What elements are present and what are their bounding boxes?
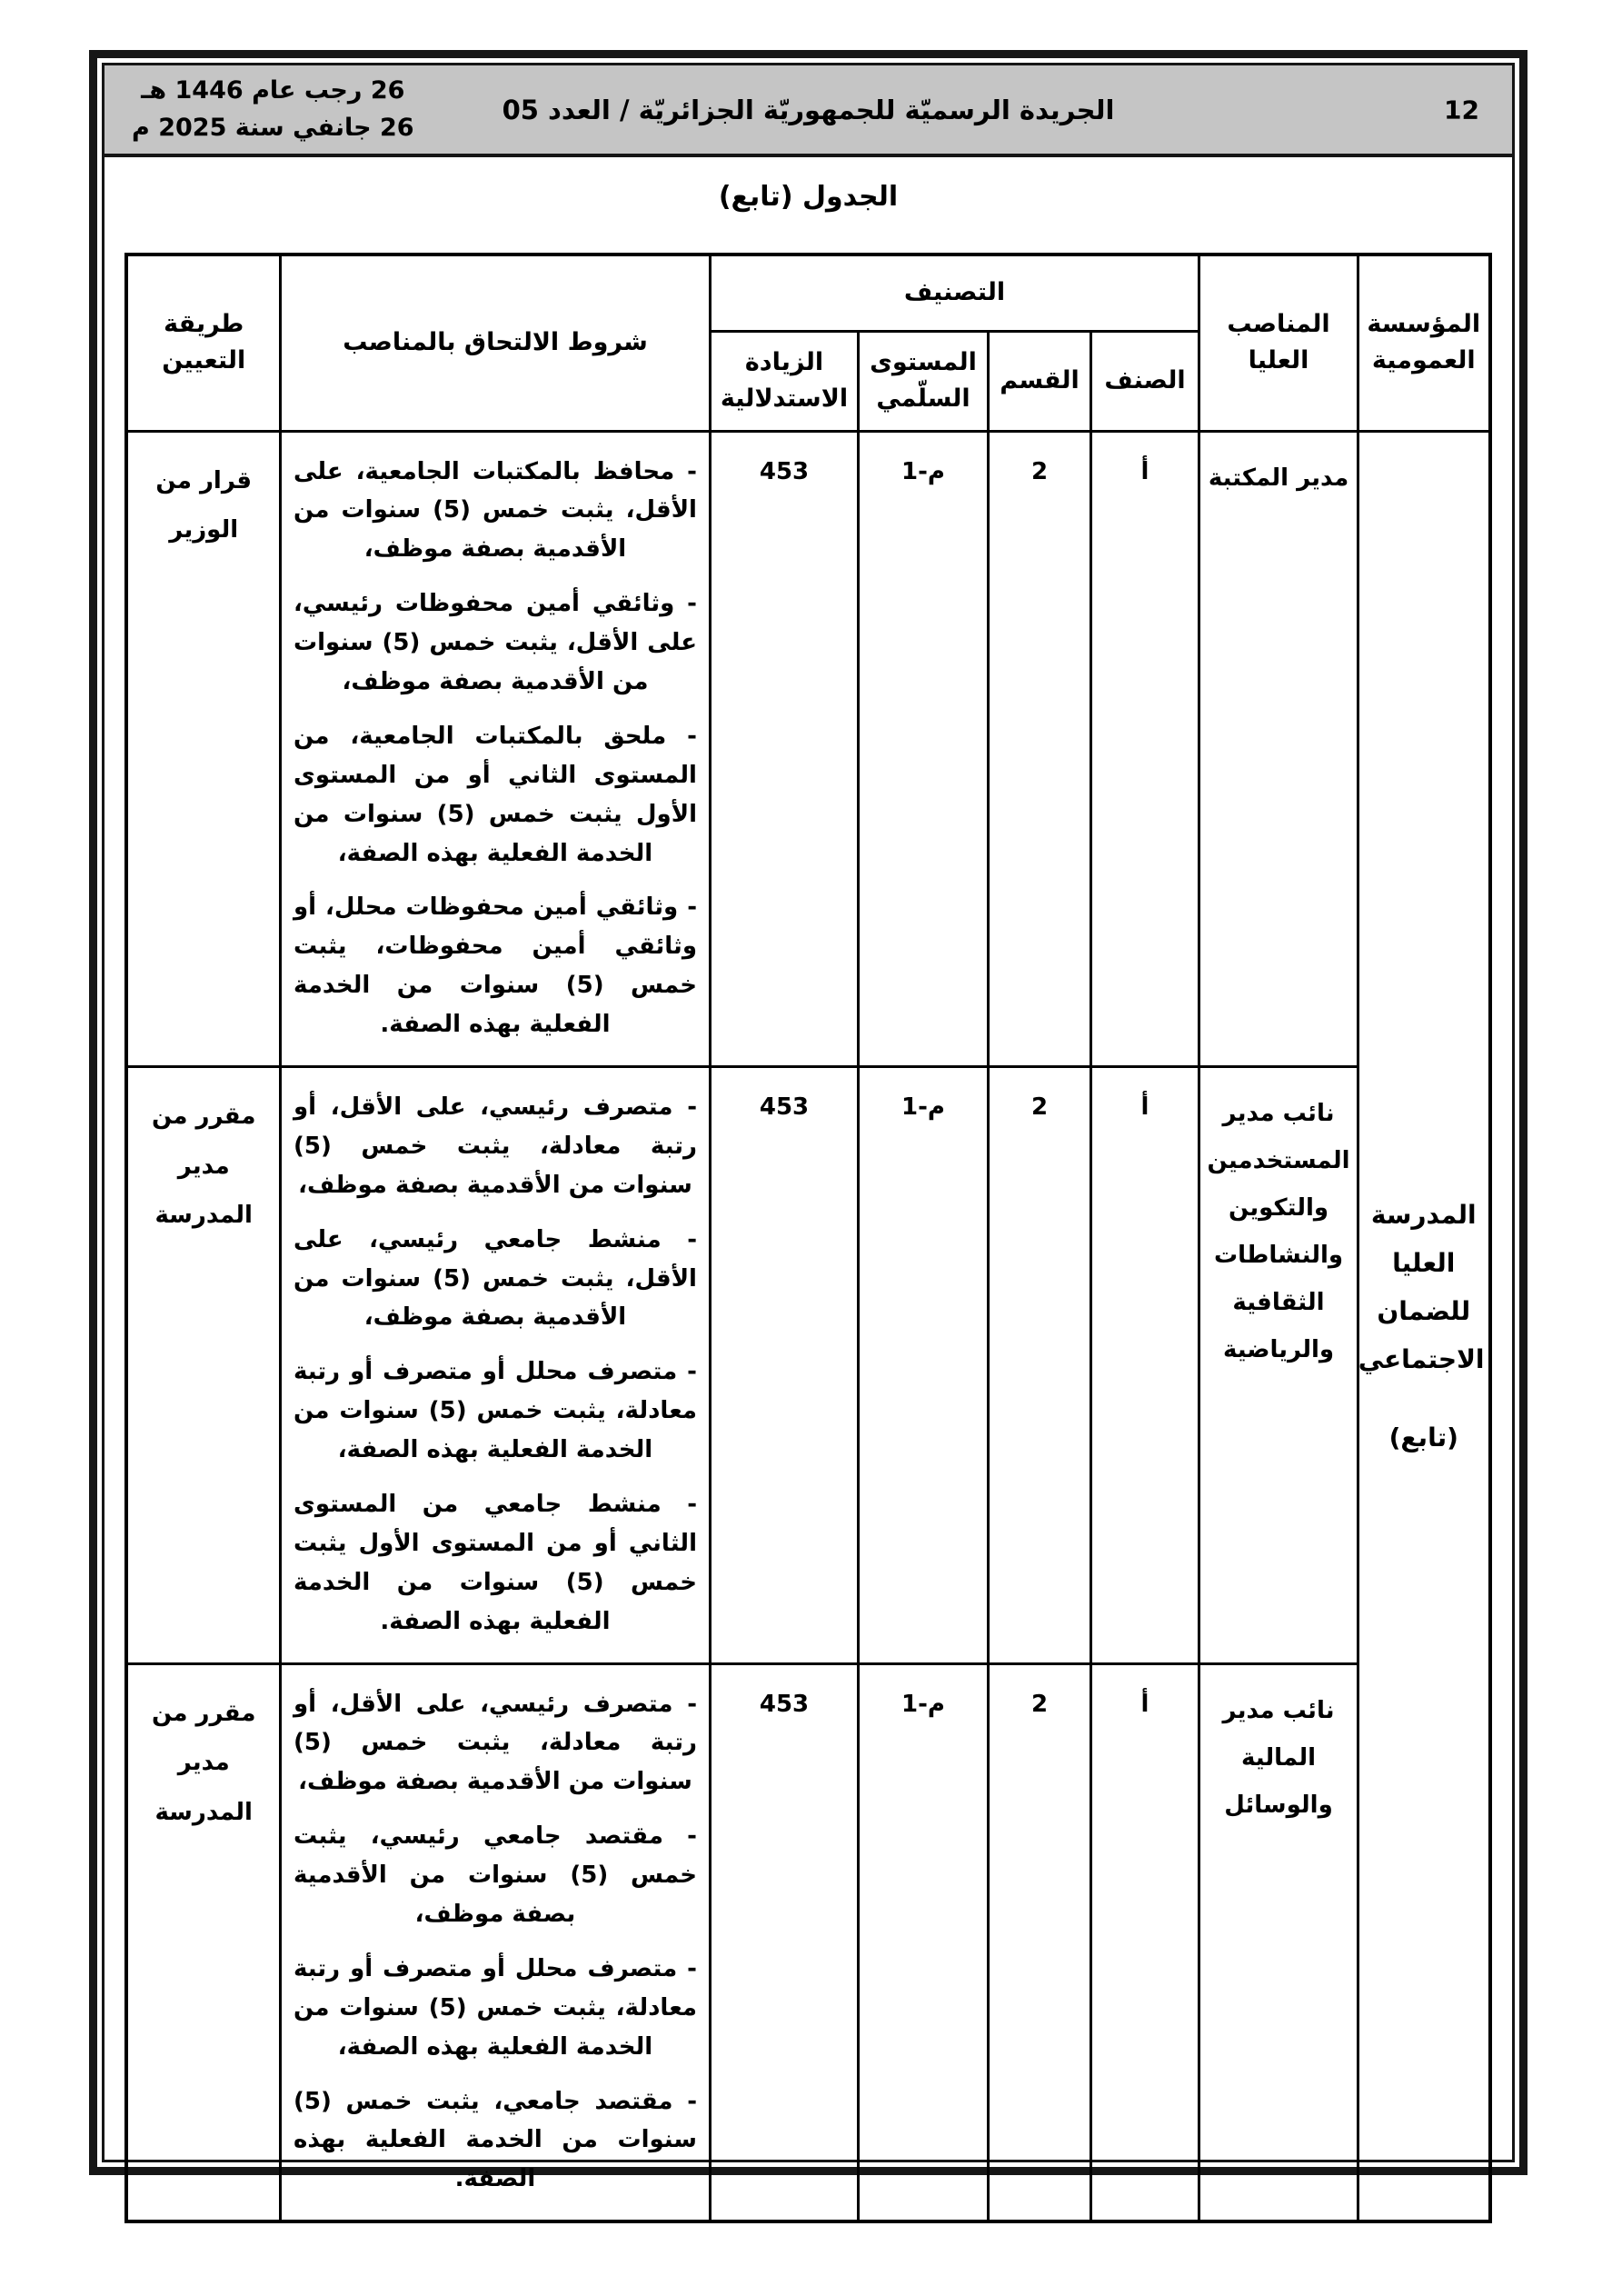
col-header-level: المستوى السلّمي (859, 331, 989, 431)
condition-item: - وثائقي أمين محفوظات رئيسي، على الأقل، يثبت خمس (5) سنوات من الأقدمية بصفة موظف، (293, 590, 697, 695)
section-cell: 2 (989, 431, 1091, 1066)
institution-note: (تابع) (1388, 1422, 1458, 1452)
positions-table (124, 253, 1491, 2223)
condition-item: - متصرف محلل أو متصرف أو رتبة معادلة، يثبت خمس (5) سنوات من الخدمة الفعلية بهذه الصفة، (293, 1358, 697, 1464)
grade-cell: أ (1091, 1066, 1199, 1663)
conditions-cell (280, 431, 710, 1066)
increase-cell: 453 (710, 1066, 858, 1663)
appointment-cell: مقرر من مدير المدرسة (126, 1663, 280, 2221)
masthead-dates (132, 72, 414, 148)
table-row (126, 1066, 1489, 1663)
increase-cell: 453 (710, 1663, 858, 2221)
table-title: الجدول (تابع) (718, 181, 899, 213)
grade-cell: أ (1091, 431, 1199, 1066)
position-cell: نائب مدير المالية والوسائل (1199, 1663, 1358, 2221)
col-header-appointment-method: طريقة التعيين (126, 255, 280, 431)
section-cell: 2 (989, 1066, 1091, 1663)
col-header-section: القسم (989, 331, 1091, 431)
condition-item: - محافظ بالمكتبات الجامعية، على الأقل، يثبت خمس (5) سنوات من الأقدمية بصفة موظف، (293, 457, 697, 564)
condition-item: - ملحق بالمكتبات الجامعية، من المستوى الثاني أو من المستوى الأول يثبت خمس (5) سنوات من الخدمة الفعلية بهذه الصفة، (293, 722, 697, 867)
condition-item: - متصرف محلل أو متصرف أو رتبة معادلة، يثبت خمس (5) سنوات من الخدمة الفعلية بهذه الصفة، (293, 1954, 697, 2061)
condition-item: - منشط جامعي من المستوى الثاني أو من المستوى الأول يثبت خمس (5) سنوات من الخدمة الفعلية بهذه الصفة. (293, 1490, 697, 1635)
condition-item: - وثائقي أمين محفوظات محلل، أو وثائقي أمين محفوظات، يثبت خمس (5) سنوات من الخدمة الفعلية بهذه الصفة. (293, 893, 697, 1039)
condition-item: - مقتصد جامعي رئيسي، يثبت خمس (5) سنوات من الأقدمية بصفة موظف، (293, 1822, 697, 1928)
institution-cell (1358, 431, 1490, 2221)
conditions-cell (280, 1663, 710, 2221)
col-header-senior-positions: المناصب العليا (1199, 255, 1358, 431)
position-cell: مدير المكتبة (1199, 431, 1358, 1066)
conditions-cell (280, 1066, 710, 1663)
condition-item: - منشط جامعي رئيسي، على الأقل، يثبت خمس (5) سنوات من الأقدمية بصفة موظف، (293, 1225, 697, 1332)
col-header-conditions: شروط الالتحاق بالمناصب (280, 255, 710, 431)
gregorian-date: 26 جانفي سنة 2025 م (132, 114, 414, 143)
condition-item: - متصرف رئيسي، على الأقل، أو رتبة معادلة، يثبت خمس (5) سنوات من الأقدمية بصفة موظف، (293, 1093, 697, 1199)
grade-cell: أ (1091, 1663, 1199, 2221)
appointment-cell: قرار من الوزير (126, 431, 280, 1066)
journal-title: الجريدة الرسميّة للجمهوريّة الجزائريّة / العدد 05 (502, 94, 1115, 125)
col-header-institution: المؤسسة العمومية (1358, 255, 1490, 431)
appointment-cell: مقرر من مدير المدرسة (126, 1066, 280, 1663)
level-cell: م-1 (859, 1663, 989, 2221)
col-header-grade: الصنف (1091, 331, 1199, 431)
increase-cell: 453 (710, 431, 858, 1066)
level-cell: م-1 (859, 431, 989, 1066)
position-cell: نائب مدير المستخدمين والتكوين والنشاطات الثقافية والرياضية (1199, 1066, 1358, 1663)
condition-item: - متصرف رئيسي، على الأقل، أو رتبة معادلة، يثبت خمس (5) سنوات من الأقدمية بصفة موظف، (293, 1690, 697, 1796)
col-header-increase: الزيادة الاستدلالية (710, 331, 858, 431)
page-number: 12 (1444, 95, 1479, 125)
header-row-1 (126, 255, 1489, 331)
page-outer-frame (89, 50, 1527, 2193)
page-content (104, 157, 1512, 2223)
masthead (104, 65, 1512, 157)
section-cell: 2 (989, 1663, 1091, 2221)
condition-item: - مقتصد جامعي، يثبت خمس (5) سنوات من الخدمة الفعلية بهذه الصفة. (293, 2087, 697, 2193)
col-header-classification: التصنيف (710, 255, 1199, 331)
institution-name: المدرسة العليا للضمان الاجتماعي (1358, 1199, 1485, 1375)
page-inner-frame (102, 63, 1515, 2193)
level-cell: م-1 (859, 1066, 989, 1663)
hijri-date: 26 رجب عام 1446 هـ (141, 75, 405, 105)
table-row (126, 431, 1489, 1066)
table-row (126, 1663, 1489, 2221)
